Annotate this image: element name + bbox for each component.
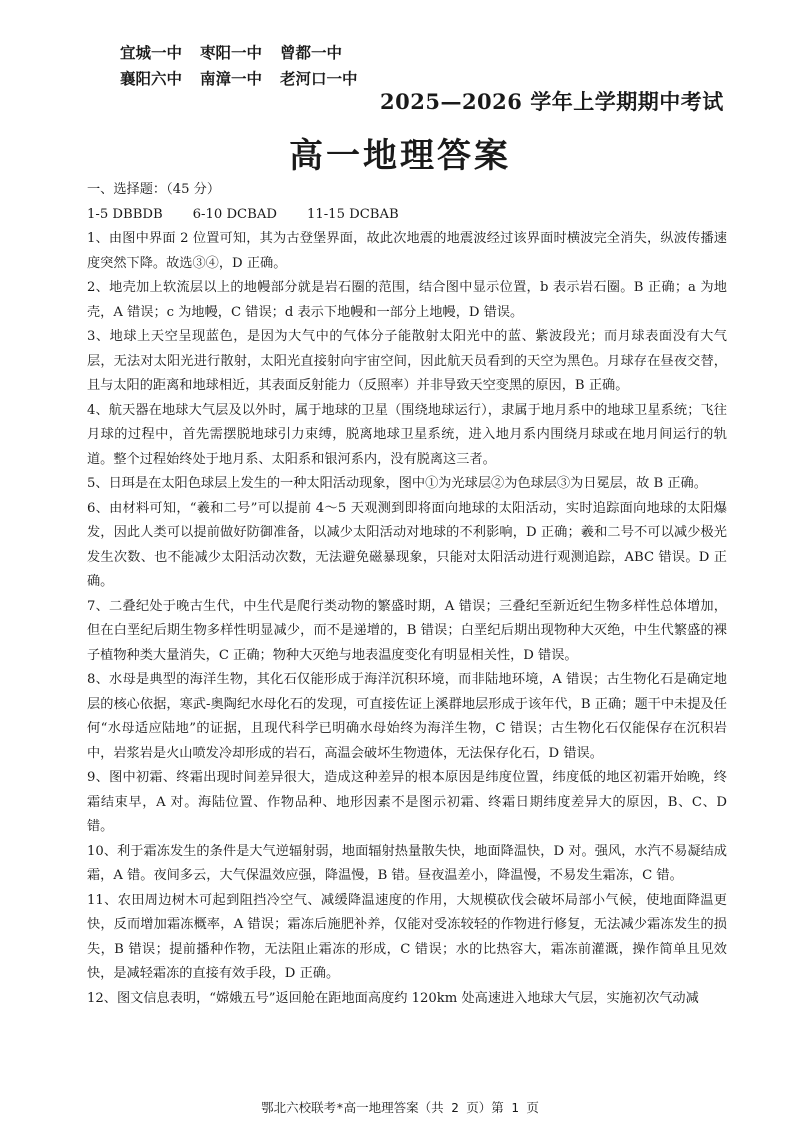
explanation-7: 7、二叠纪处于晚古生代，中生代是爬行类动物的繁盛时期，A 错误；三叠纪至新近纪生物多样性总体增加，但在白垩纪后期生物多样性明显减少，而不是递增的，B 错误；白垩纪后期出现物种大灭绝，中生代繁盛的裸子植物种类大量消失，C 正确；物种大灭绝与地表温度变化有明显相关性，D 错误。 (87, 598, 727, 663)
explanation-10: 10、利于霜冻发生的条件是大气逆辐射弱，地面辐射热量散失快，地面降温快，D 对。强风，水汽不易凝结成霜，A 错。夜间多云，大气保温效应强，降温慢，B 错。昼夜温差小，降温慢，不易发生霜冻，C 错。 (87, 843, 727, 883)
exam-title: 2025—2026 学年上学期期中考试 (380, 89, 724, 114)
explanation-5: 5、日珥是在太阳色球层上发生的一种太阳活动现象，图中①为光球层②为色球层③为日冕层，故 B 正确。 (87, 476, 707, 491)
explanation-12: 12、图文信息表明，“嫦娥五号”返回舱在距地面高度约 120km 处高速进入地球大气层，实施初次气动减 (87, 990, 699, 1006)
school-name: 枣阳一中 (200, 43, 263, 62)
answer-content (87, 178, 727, 1011)
explanation-4: 4、航天器在地球大气层及以外时，属于地球的卫星（围绕地球运行），隶属于地月系中的地球卫星系统；飞往月球的过程中，首先需摆脱地球引力束缚，脱离地球卫星系统，进入地月系内围绕月球或在地月间运行的轨道。整个过程始终处于地月系、太阳系和银河系内，没有脱离这三者。 (87, 402, 727, 467)
explanation-11: 11、农田周边树木可起到阻挡冷空气、减缓降温速度的作用，大规模砍伐会破坏局部小气候，使地面降温更快，反而增加霜冻概率，A 错误；霜冻后施肥补养，仅能对受冻较轻的作物进行修复，无法减少霜冻发生的损失，B 错误；提前播种作物，无法阻止霜冻的形成，C 错误；水的比热容大，霜冻前灌溉，操作简单且见效快，是减轻霜冻的直接有效手段，D 正确。 (87, 892, 727, 981)
school-name: 宜城一中 (120, 43, 183, 62)
explanation-1: 1、由图中界面 2 位置可知，其为古登堡界面，故此次地震的地震波经过该界面时横波完全消失，纵波传播速度突然下降。故选③④，D 正确。 (87, 231, 727, 271)
school-list (120, 42, 380, 94)
answer-group: 11-15 DCBAB (306, 206, 399, 222)
explanation-9: 9、图中初霜、终霜出现时间差异很大，造成这种差异的根本原因是纬度位置，纬度低的地区初霜开始晚，终霜结束早，A 对。海陆位置、作物品种、地形因素不是图示初霜、终霜日期纬度差异大的原因，B、C、D 错。 (87, 770, 727, 834)
explanation-3: 3、地球上天空呈现蓝色，是因为大气中的气体分子能散射太阳光中的蓝、紫波段光；而月球表面没有大气层，无法对太阳光进行散射，太阳光直接射向宇宙空间，因此航天员看到的天空为黑色。月球存在昼夜交替，且与太阳的距离和地球相近，其表面反射能力（反照率）并非导致天空变黑的原因，B 正确。 (87, 329, 727, 393)
page-header (0, 0, 800, 175)
school-row-2 (120, 68, 380, 94)
explanation-6: 6、由材料可知，“羲和二号”可以提前 4～5 天观测到即将面向地球的太阳活动，实时追踪面向地球的太阳爆发，因此人类可以提前做好防御准备，以减少太阳活动对地球的不利影响，D 正确；羲和二号不可以减少极光发生次数、也不能减少太阳活动次数，无法避免磁暴现象，只能对太阳活动进行观测追踪，ABC 错误。D 正确。 (87, 500, 727, 589)
page-footer: 鄂北六校联考*高一地理答案（共 2 页）第 1 页 (261, 1100, 539, 1115)
explanation-2: 2、地壳加上软流层以上的地幔部分就是岩石圈的范围，结合图中显示位置，b 表示岩石圈。B 正确；a 为地壳，A 错误；c 为地幔，C 错误；d 表示下地幔和一部分上地幔，D 错误。 (87, 280, 727, 320)
section-heading: 一、选择题：（45 分） (87, 182, 221, 197)
answer-group: 1-5 DBBDB (87, 206, 163, 222)
school-row-1 (120, 42, 380, 68)
school-name: 南漳一中 (200, 69, 263, 88)
answer-group: 6-10 DCBAD (192, 206, 277, 222)
page-title: 高一地理答案 (289, 136, 511, 176)
school-name: 老河口一中 (280, 69, 358, 88)
school-name: 曾都一中 (280, 43, 343, 62)
answer-key (87, 203, 727, 228)
school-name: 襄阳六中 (120, 69, 183, 88)
explanation-8: 8、水母是典型的海洋生物，其化石仅能形成于海洋沉积环境，而非陆地环境，A 错误；古生物化石是确定地层的核心依据，寒武-奥陶纪水母化石的发现，可直接佐证上溪群地层形成于该年代，B 正确；题干中未提及任何“水母适应陆地”的证据，且现代科学已明确水母始终为海洋生物，C 错误；古生物化石仅能保存在沉积岩中，岩浆岩是火山喷发冷却形成的岩石，高温会破坏生物遗体，无法保存化石，D 错误。 (87, 672, 727, 761)
